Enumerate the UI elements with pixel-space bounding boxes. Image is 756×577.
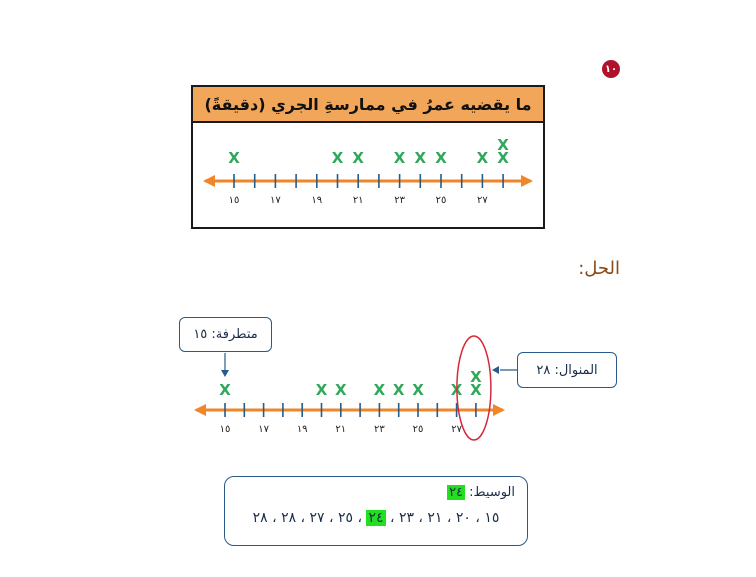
tick-label: ٢٧ bbox=[477, 195, 488, 206]
data-point-x: X bbox=[352, 149, 364, 167]
tick-label: ١٩ bbox=[296, 424, 308, 435]
data-point-x: X bbox=[435, 149, 447, 167]
data-point-x: X bbox=[219, 381, 231, 399]
data-point-x: X bbox=[393, 149, 406, 167]
mode-callout-text: المنوال: ٢٨ bbox=[536, 362, 598, 378]
data-point-x: X bbox=[335, 381, 347, 399]
data-point-x: X bbox=[450, 381, 463, 399]
tick-label: ١٧ bbox=[258, 424, 269, 435]
median-label: الوسيط: bbox=[469, 485, 515, 500]
data-point-x: X bbox=[470, 368, 482, 386]
data-point-x: X bbox=[414, 149, 427, 167]
data-point-x: X bbox=[497, 136, 509, 154]
median-value: ٢٤ bbox=[449, 485, 464, 500]
outlier-pointer-arrow-icon bbox=[221, 370, 229, 377]
tick-label: ١٥ bbox=[228, 195, 240, 206]
tick-label: ١٩ bbox=[311, 195, 323, 206]
problem-title: ما يقضيه عمرُ في ممارسةِ الجري (دقيقةً) bbox=[193, 87, 543, 123]
mode-callout bbox=[517, 352, 617, 388]
mode-pointer-arrow-icon bbox=[492, 366, 499, 374]
tick-label: ٢٥ bbox=[412, 424, 424, 435]
arrow-left-icon bbox=[194, 404, 206, 416]
solution-dot-plot bbox=[0, 300, 756, 450]
median-line bbox=[237, 485, 515, 500]
ordered-data bbox=[237, 510, 515, 526]
ordered-data-median: ٢٤ bbox=[368, 510, 384, 526]
tick-label: ٢٧ bbox=[451, 424, 462, 435]
data-point-x: X bbox=[412, 381, 424, 399]
tick-label: ٢٣ bbox=[374, 424, 385, 435]
tick-label: ١٧ bbox=[270, 195, 281, 206]
tick-label: ٢٥ bbox=[435, 195, 447, 206]
data-point-x: X bbox=[331, 149, 344, 167]
data-point-x: X bbox=[373, 381, 386, 399]
outlier-callout-text: متطرفة: ١٥ bbox=[193, 327, 258, 342]
data-point-x: X bbox=[392, 381, 405, 399]
problem-dot-plot-box bbox=[191, 85, 545, 229]
data-point-x: X bbox=[476, 149, 489, 167]
tick-label: ٢١ bbox=[352, 195, 364, 206]
tick-label: ٢١ bbox=[335, 424, 347, 435]
solution-label: الحل: bbox=[578, 258, 620, 279]
question-number-badge: ١٠ bbox=[602, 60, 620, 78]
arrow-right-icon bbox=[493, 404, 505, 416]
median-box bbox=[224, 476, 528, 546]
data-point-x: X bbox=[470, 381, 482, 399]
ordered-data-before: ١٥ ، ٢٠ ، ٢١ ، ٢٣ ، bbox=[389, 510, 500, 526]
outlier-callout bbox=[179, 317, 272, 352]
ordered-data-after: ، ٢٥ ، ٢٧ ، ٢٨ ، ٢٨ bbox=[252, 510, 363, 526]
arrow-right-icon bbox=[521, 175, 533, 187]
arrow-left-icon bbox=[203, 175, 215, 187]
tick-label: ٢٣ bbox=[394, 195, 405, 206]
data-point-x: X bbox=[228, 149, 240, 167]
data-point-x: X bbox=[497, 149, 509, 167]
problem-dot-plot bbox=[193, 123, 543, 229]
tick-label: ١٥ bbox=[219, 424, 231, 435]
data-point-x: X bbox=[315, 381, 328, 399]
